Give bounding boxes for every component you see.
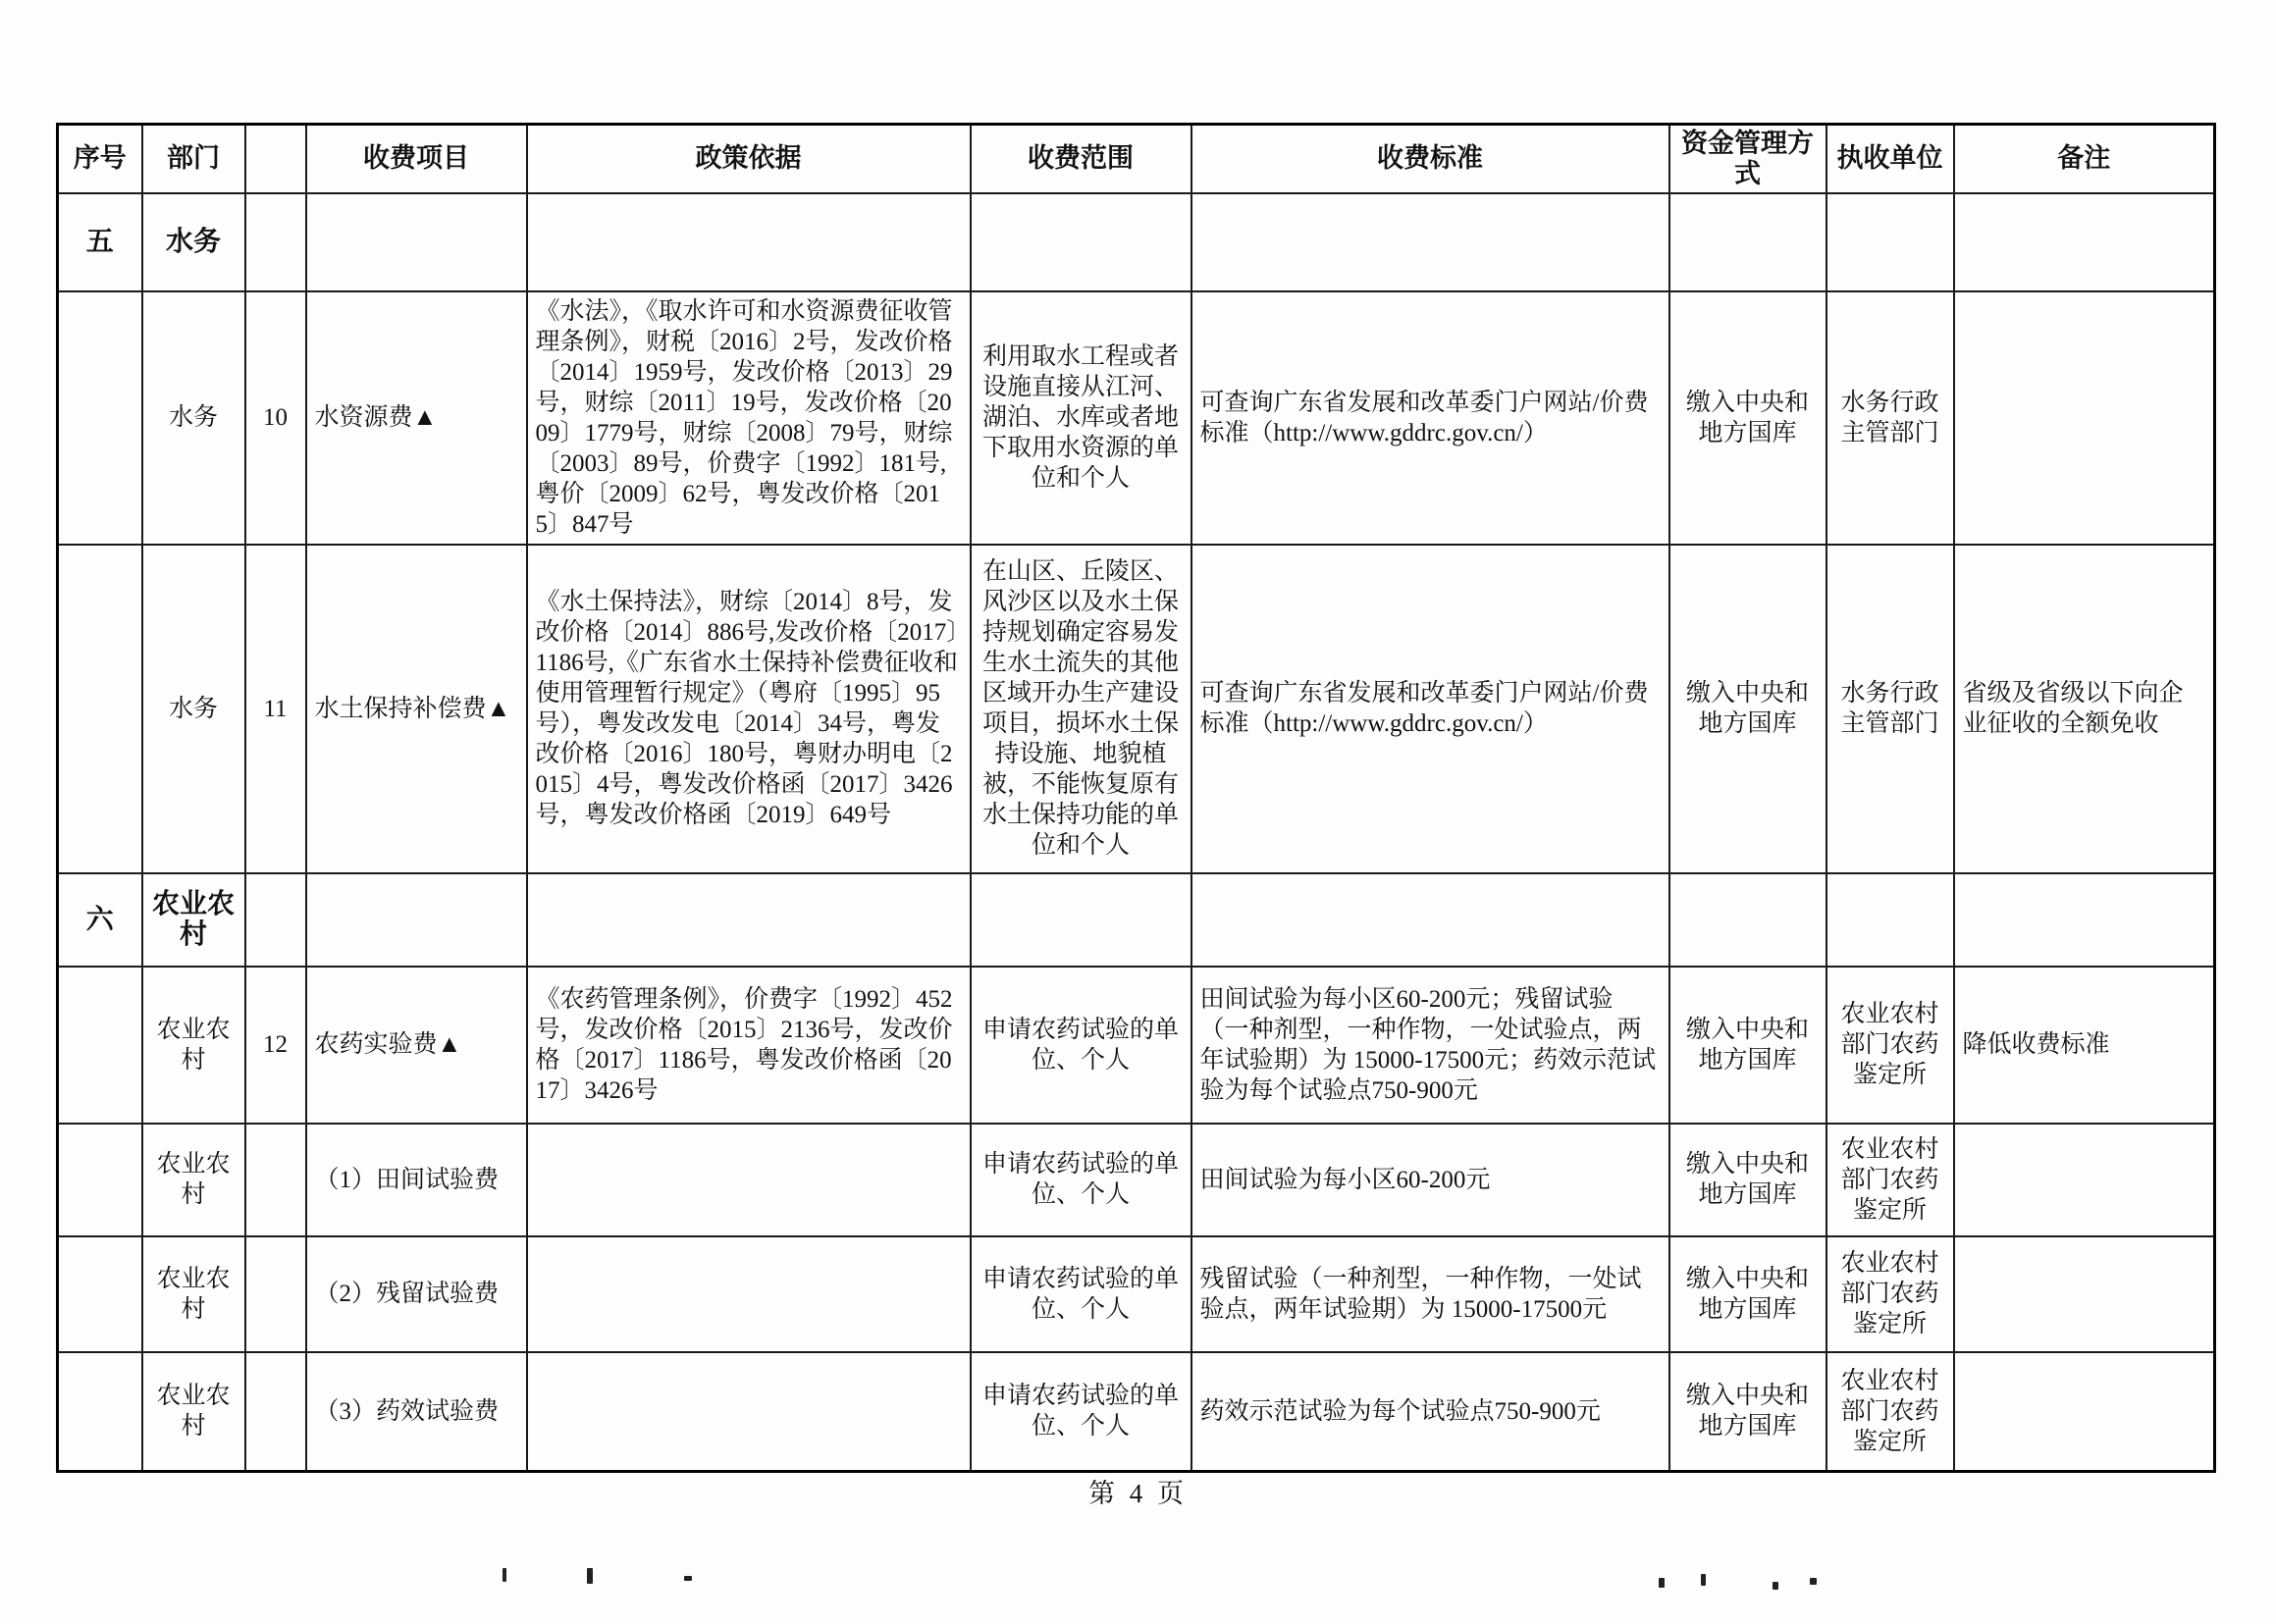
cell-note xyxy=(1954,1352,2215,1472)
scan-artifact xyxy=(1659,1578,1665,1588)
cell-item: 水资源费▲ xyxy=(306,291,527,545)
cell-seq xyxy=(58,291,142,545)
cell-note xyxy=(1954,873,2215,967)
scan-artifact xyxy=(684,1576,692,1581)
cell-scope: 申请农药试验的单位、个人 xyxy=(971,1236,1191,1352)
table-row-section-5 xyxy=(58,193,2215,291)
cell-item: （1）田间试验费 xyxy=(306,1124,527,1236)
cell-seq xyxy=(58,1236,142,1352)
cell-fund xyxy=(1669,193,1826,291)
cell-note xyxy=(1954,291,2215,545)
cell-dept: 水务 xyxy=(142,545,245,873)
cell-unit: 水务行政主管部门 xyxy=(1826,291,1954,545)
cell-item xyxy=(306,193,527,291)
cell-seq xyxy=(58,967,142,1124)
table-row-10 xyxy=(58,291,2215,545)
cell-policy xyxy=(527,193,971,291)
cell-fund: 缴入中央和地方国库 xyxy=(1669,967,1826,1124)
cell-note: 降低收费标准 xyxy=(1954,967,2215,1124)
cell-scope: 利用取水工程或者设施直接从江河、湖泊、水库或者地下取用水资源的单位和个人 xyxy=(971,291,1191,545)
cell-num xyxy=(245,193,306,291)
cell-fund: 缴入中央和地方国库 xyxy=(1669,545,1826,873)
cell-scope: 在山区、丘陵区、风沙区以及水土保持规划确定容易发生水土流失的其他区域开办生产建设项目，损坏水土保持设施、地貌植被，不能恢复原有水土保持功能的单位和个人 xyxy=(971,545,1191,873)
table-row-12-3 xyxy=(58,1352,2215,1472)
cell-policy xyxy=(527,1124,971,1236)
cell-dept: 农业农村 xyxy=(142,967,245,1124)
cell-fund: 缴入中央和地方国库 xyxy=(1669,1124,1826,1236)
cell-standard xyxy=(1191,873,1669,967)
cell-unit: 水务行政主管部门 xyxy=(1826,545,1954,873)
cell-dept: 水务 xyxy=(142,291,245,545)
cell-unit: 农业农村部门农药鉴定所 xyxy=(1826,967,1954,1124)
header-seq: 序号 xyxy=(58,125,142,193)
cell-seq: 六 xyxy=(58,873,142,967)
header-fund: 资金管理方式 xyxy=(1669,125,1826,193)
cell-seq xyxy=(58,545,142,873)
header-note: 备注 xyxy=(1954,125,2215,193)
header-num xyxy=(245,125,306,193)
cell-dept: 农业农村 xyxy=(142,1124,245,1236)
cell-note: 省级及省级以下向企业征收的全额免收 xyxy=(1954,545,2215,873)
table-row-11 xyxy=(58,545,2215,873)
header-standard: 收费标准 xyxy=(1191,125,1669,193)
cell-standard: 可查询广东省发展和改革委门户网站/价费标准（http://www.gddrc.gov.cn/） xyxy=(1191,545,1669,873)
cell-scope xyxy=(971,873,1191,967)
cell-policy xyxy=(527,1236,971,1352)
cell-standard: 可查询广东省发展和改革委门户网站/价费标准（http://www.gddrc.gov.cn/） xyxy=(1191,291,1669,545)
cell-fund: 缴入中央和地方国库 xyxy=(1669,291,1826,545)
cell-item: （2）残留试验费 xyxy=(306,1236,527,1352)
cell-scope: 申请农药试验的单位、个人 xyxy=(971,1352,1191,1472)
cell-num: 11 xyxy=(245,545,306,873)
cell-scope: 申请农药试验的单位、个人 xyxy=(971,1124,1191,1236)
table-row-section-6 xyxy=(58,873,2215,967)
header-policy: 政策依据 xyxy=(527,125,971,193)
cell-unit: 农业农村部门农药鉴定所 xyxy=(1826,1124,1954,1236)
cell-num xyxy=(245,1352,306,1472)
cell-num xyxy=(245,1236,306,1352)
scan-artifact xyxy=(503,1568,506,1582)
scan-artifact xyxy=(1810,1578,1817,1585)
cell-fund: 缴入中央和地方国库 xyxy=(1669,1236,1826,1352)
cell-num: 12 xyxy=(245,967,306,1124)
header-item: 收费项目 xyxy=(306,125,527,193)
cell-scope xyxy=(971,193,1191,291)
cell-dept: 水务 xyxy=(142,193,245,291)
cell-num xyxy=(245,1124,306,1236)
cell-standard: 药效示范试验为每个试验点750-900元 xyxy=(1191,1352,1669,1472)
header-scope: 收费范围 xyxy=(971,125,1191,193)
cell-policy: 《农药管理条例》，价费字〔1992〕452号，发改价格〔2015〕2136号，发改价格〔2017〕1186号，粤发改价格函〔2017〕3426号 xyxy=(527,967,971,1124)
scan-artifact xyxy=(1773,1582,1778,1590)
cell-fund: 缴入中央和地方国库 xyxy=(1669,1352,1826,1472)
cell-unit xyxy=(1826,193,1954,291)
cell-fund xyxy=(1669,873,1826,967)
fee-schedule-table xyxy=(56,123,2216,1473)
scan-artifact xyxy=(587,1568,593,1584)
cell-dept: 农业农村 xyxy=(142,873,245,967)
header-unit: 执收单位 xyxy=(1826,125,1954,193)
cell-note xyxy=(1954,1236,2215,1352)
cell-policy: 《水法》，《取水许可和水资源费征收管理条例》，财税〔2016〕2号，发改价格〔2014〕1959号，发改价格〔2013〕29号，财综〔2011〕19号，发改价格〔2009〕1779号，财综〔2008〕79号，财综〔2003〕89号，价费字〔1992〕181号,粤价〔2009〕62号，粤发改价格〔2015〕847号 xyxy=(527,291,971,545)
cell-num xyxy=(245,873,306,967)
cell-unit xyxy=(1826,873,1954,967)
cell-standard xyxy=(1191,193,1669,291)
cell-item: 农药实验费▲ xyxy=(306,967,527,1124)
table-row-12-1 xyxy=(58,1124,2215,1236)
cell-policy xyxy=(527,1352,971,1472)
cell-dept: 农业农村 xyxy=(142,1352,245,1472)
cell-dept: 农业农村 xyxy=(142,1236,245,1352)
cell-standard: 残留试验（一种剂型，一种作物，一处试验点，两年试验期）为 15000-17500元 xyxy=(1191,1236,1669,1352)
header-dept: 部门 xyxy=(142,125,245,193)
cell-item: 水土保持补偿费▲ xyxy=(306,545,527,873)
cell-note xyxy=(1954,193,2215,291)
cell-policy xyxy=(527,873,971,967)
cell-seq xyxy=(58,1124,142,1236)
cell-item: （3）药效试验费 xyxy=(306,1352,527,1472)
scan-artifact xyxy=(1701,1574,1706,1586)
page-number: 第 4 页 xyxy=(1088,1479,1188,1508)
cell-policy: 《水土保持法》，财综〔2014〕8号，发改价格〔2014〕886号,发改价格〔2017〕1186号,《广东省水土保持补偿费征收和使用管理暂行规定》（粤府〔1995〕95号），粤发改发电〔2014〕34号，粤发改价格〔2016〕180号，粤财办明电〔2015〕4号，粤发改价格函〔2017〕3426号，粤发改价格函〔2019〕649号 xyxy=(527,545,971,873)
cell-seq: 五 xyxy=(58,193,142,291)
cell-note xyxy=(1954,1124,2215,1236)
header-row xyxy=(58,125,2215,193)
cell-standard: 田间试验为每小区60-200元 xyxy=(1191,1124,1669,1236)
cell-num: 10 xyxy=(245,291,306,545)
table-row-12 xyxy=(58,967,2215,1124)
cell-standard: 田间试验为每小区60-200元；残留试验（一种剂型，一种作物，一处试验点，两年试验期）为 15000-17500元；药效示范试验为每个试验点750-900元 xyxy=(1191,967,1669,1124)
cell-unit: 农业农村部门农药鉴定所 xyxy=(1826,1352,1954,1472)
table-row-12-2 xyxy=(58,1236,2215,1352)
cell-unit: 农业农村部门农药鉴定所 xyxy=(1826,1236,1954,1352)
cell-seq xyxy=(58,1352,142,1472)
cell-scope: 申请农药试验的单位、个人 xyxy=(971,967,1191,1124)
cell-item xyxy=(306,873,527,967)
